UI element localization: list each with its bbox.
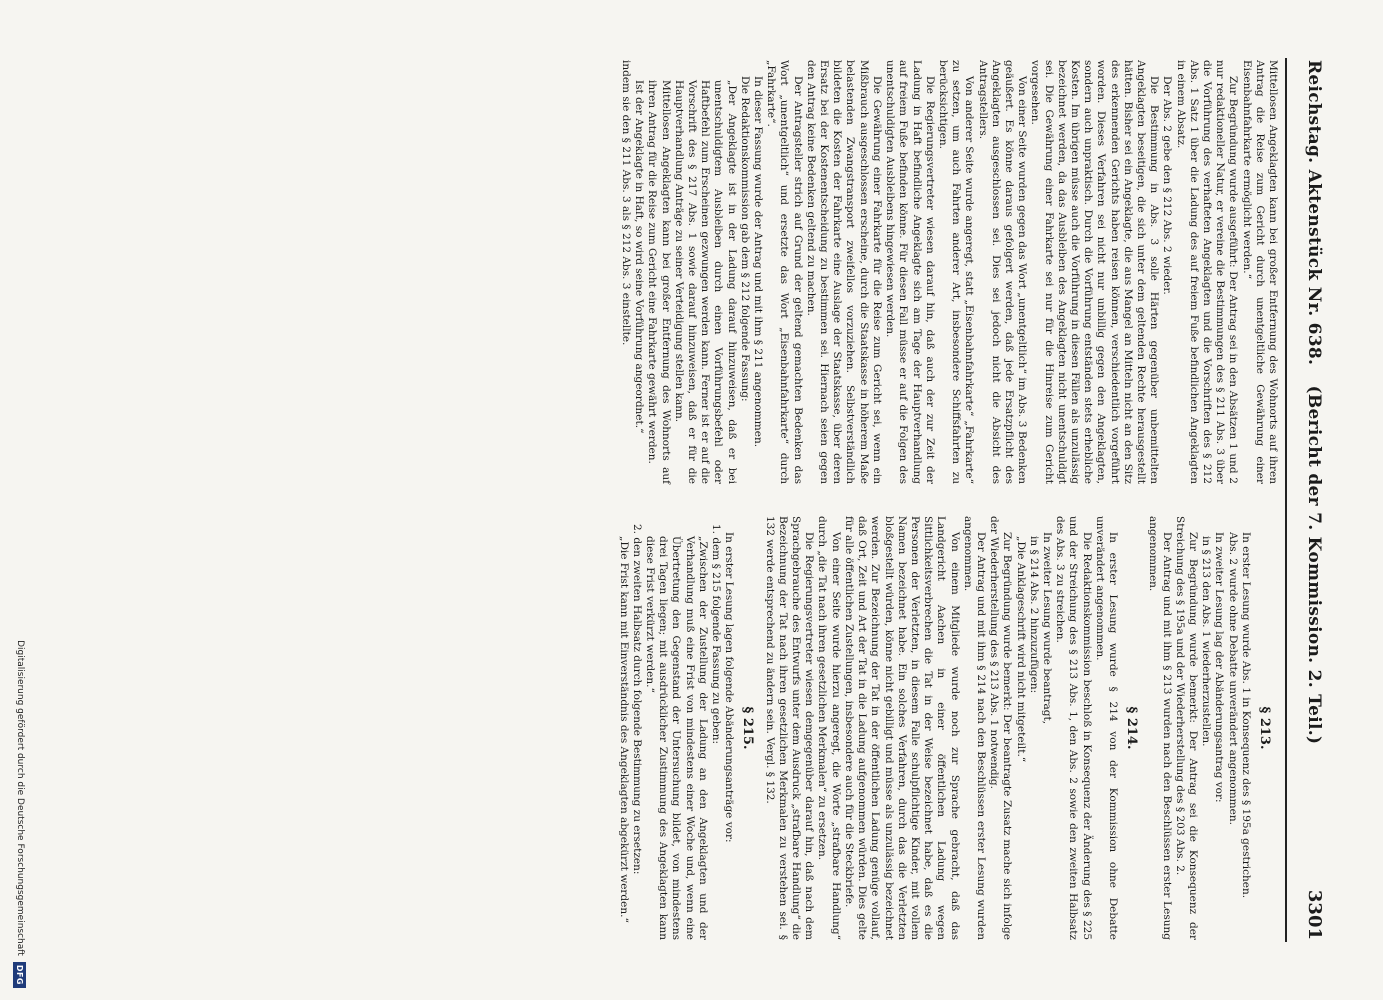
- paragraph: Die Redaktionskommission beschloß in Konsequenz der Änderung des § 225 und der Streichung des § 213 Abs. 1, den Abs. 2 sowie den zweiten Halbsatz des Abs. 3 zu streichen.: [1054, 516, 1093, 940]
- paragraph: Die Gewährung einer Fahrkarte für die Reise zum Gericht sei, wenn ein Mißbrauch ausgeschlossen erscheine, durch die Staatskasse in höherem Maße belastenden Zwangstransport zweifellos vorzuziehen. Selbstverständlich bildeten die Kosten der Fahrkarte eine Auslage der Staatskasse, über deren Ersatz bei der Kostenentscheidung zu bestimmen sei. Hiernach seien gegen den Antrag keine Bedenken geltend zu machen.: [804, 60, 883, 484]
- page-number: 3301: [1304, 889, 1325, 940]
- paragraph: In erster Lesung wurde § 214 von der Kommission ohne Debatte unverändert angenommen.: [1093, 516, 1119, 940]
- paragraph: Die Redaktionskommission gab dem § 212 folgende Fassung:: [738, 76, 751, 402]
- paragraph: Von anderer Seite wurde angeregt, statt „Eisenbahnfahrkarte“ „Fahrkarte“ zu setzen, um auch Fahrten anderer Art, insbesondere Schiffsfahrten zu berücksichtigen.: [936, 60, 976, 484]
- paragraph: Von einer Seite wurden gegen das Wort „unentgeltlich“ im Abs. 3 Bedenken geäußert. Es könne daraus gefolgert werden, daß jede Ersatzpflicht des Angeklagten ausgeschlossen sei. Dies sei jedoch nicht die Absicht des Antragstellers.: [976, 60, 1029, 484]
- quoted-paragraph: „Der Angeklagte ist in der Ladung darauf hinzuweisen, daß er bei unentschuldigtem Ausbleiben durch einen Vorführungsbefehl oder Haftbefehl zum Erscheinen gezwungen werden kann. Ferner ist er auf die Vorschrift des § 217 Abs. 1 sowie darauf hinzuweisen, daß er für die Hauptverhandlung Anträge zu seiner Verteidigung stellen kann.: [672, 80, 738, 484]
- paragraph: Von einer Seite wurde hierzu angeregt, die Worte „strafbare Handlung“ durch „die Tat nach ihren gesetzlichen Merkmalen“ zu ersetzen.: [816, 516, 842, 940]
- paragraph: Mittellosen Angeklagten kann bei großer Entfernung des Wohnorts auf ihren Antrag die Reise zum Gericht durch unentgeltliche Gewährung einer Eisenbahnfahrkarte ermöglicht werden.“: [1240, 60, 1279, 484]
- quoted-paragraph: in § 214 Abs. 2 hinzuzufügen:: [1027, 536, 1040, 694]
- paragraph: Die Bestimmung in Abs. 3 solle Härten gegenüber unbemittelten Angeklagten beseitigen, die sich unter dem geltenden Rechte herausgestellt hätten. Bisher sei ein Angeklagte, die aus Mangel an Mitteln nicht an den Sitz des erkennenden Gerichts haben reisen können, verschiedentlich vorgeführt worden. Dieses Verfahren sei nicht nur unbillig gegen den Angeklagten, sondern auch unpraktisch. Durch die Vorführung entständen stets erhebliche Kosten. Im übrigen müsse auch die Vorführung in diesen Fällen als unzulässig bezeichnet werden, da das Ausbleiben des Angeklagten nicht unentschuldigt sei. Die Gewährung einer Fahrkarte sei nur für die Hinreise zum Gericht vorgesehen.: [1029, 60, 1161, 484]
- list-item: 2. den zweiten Halbsatz durch folgende Bestimmung zu ersetzen:: [630, 524, 643, 875]
- paragraph: Zur Begründung wurde bemerkt: Der Antrag sei die Konsequenz der Streichung des § 195a und der Wiederherstellung des § 203 Abs. 2.: [1173, 516, 1199, 940]
- paragraph: In zweiter Lesung lag der Abänderungsantrag vor:: [1213, 532, 1226, 803]
- page-header: [1291, 60, 1325, 940]
- paragraph: Die Regierungsvertreter wiesen demgegenüber darauf hin, daß nach dem Sprachgebrauche des Entwurfs unter dem Ausdruck „strafbare Handlung“ die Bezeichnung der Tat nach ihren gesetzlichen Merkmalen zu verstehen sei. § 132 werde entsprechend zu ändern sein. Vergl. § 132.: [763, 516, 816, 940]
- list-item: 1. dem § 215 folgende Fassung zu geben:: [710, 524, 723, 745]
- section-heading-214: § 214.: [1124, 706, 1140, 750]
- paragraph: Die Regierungsvertreter wiesen darauf hin, daß auch der zur Zeit der Ladung in Haft befindliche Angeklagte sich am Tage der Hauptverhandlung auf freiem Fuße befinden könne. Für diesen Fall müsse er auf die Folgen des unentschuldigten Ausbleibens hingewiesen werden.: [884, 60, 936, 484]
- paragraph: Zur Begründung wurde ausgeführt: Der Antrag sei in den Absätzen 1 und 2 nur redaktioneller Natur, er vereine die Bestimmungen des § 211 Abs. 3 über die Vorführung des verhafteten Angeklagten und die Vorschriften des § 212 Abs. 1 Satz 1 über die Ladung des auf freiem Fuße befindlichen Angeklagten in einem Absatz.: [1174, 60, 1240, 484]
- quoted-paragraph: „Die Anklageschrift wird nicht mitgeteilt.“: [1014, 536, 1027, 763]
- section-heading-213: § 213.: [1257, 706, 1272, 750]
- digitization-credit: [9, 0, 31, 1000]
- paragraph: In zweiter Lesung wurde beantragt,: [1040, 532, 1053, 725]
- paragraph: Der Antragsteller strich auf Grund der geltend gemachten Bedenken das Wort „unentgeltlich“ und ersetzte das Wort „Eisenbahnfahrkarte“ durch „Fahrkarte“.: [765, 60, 804, 484]
- text-columns: [40, 60, 1279, 940]
- paragraph: Der Antrag und mit ihm § 214 nach den Beschlüssen erster Lesung wurden angenommen.: [961, 516, 987, 940]
- digitization-credit-text: Digitalisierung gefördert durch die Deutsche Forschungsgemeinschaft: [15, 640, 25, 956]
- quoted-paragraph: „Zwischen der Zustellung der Ladung an den Angeklagten und der Verhandlung muß eine Frist von mindestens einer Woche und, wenn eine Übertretung den Gegenstand der Untersuchung bildet, von mindestens drei Tagen liegen; mit ausdrücklicher Zustimmung des Angeklagten kann diese Frist verkürzt werden.“: [644, 536, 709, 940]
- paragraph: Abs. 2 wurde ohne Debatte unverändert angenommen.: [1226, 532, 1239, 825]
- paragraph: Zur Begründung wurde bemerkt: Der beantragte Zusatz mache sich infolge der Wiederherstellung des § 213 Abs. 1 notwendig.: [988, 516, 1014, 940]
- dfg-logo: DFG: [14, 962, 27, 988]
- left-column: [40, 60, 1279, 484]
- quoted-paragraph: Mittellosen Angeklagten kann bei großer Entfernung des Wohnorts auf ihren Antrag für die Reise zum Gericht eine Fahrkarte gewährt werden.: [646, 80, 672, 484]
- paragraph: Der Abs. 2 gebe den § 212 Abs. 2 wieder.: [1161, 76, 1174, 295]
- quoted-paragraph: Ist der Angeklagte in Haft, so wird seine Vorführung angeordnet.“: [633, 80, 646, 434]
- paragraph: In erster Lesung wurde Abs. 1 in Konsequenz des § 195a gestrichen.: [1239, 532, 1252, 899]
- quoted-paragraph: „Die Frist kann mit Einverständnis des Angeklagten abgekürzt werden.“: [617, 536, 630, 923]
- paragraph: indem sie den § 211 Abs. 3 als § 212 Abs. 3 einstellte.: [620, 60, 633, 346]
- header-rule: [1285, 58, 1287, 942]
- paragraph: In dieser Fassung wurde der Antrag und mit ihm § 211 angenommen.: [752, 76, 765, 448]
- paragraph: In erster Lesung lagen folgende Abänderungsanträge vor:: [723, 532, 736, 843]
- header-left-title: Reichstag. Aktenstück Nr. 638.: [1304, 60, 1324, 366]
- right-column: [40, 516, 1279, 940]
- quoted-paragraph: in § 213 den Abs. 1 wiederherzustellen.: [1200, 536, 1213, 747]
- section-heading-215: § 215.: [740, 706, 756, 750]
- paragraph: Der Antrag und mit ihm § 213 wurden nach den Beschlüssen erster Lesung angenommen.: [1147, 516, 1173, 940]
- paragraph: Von einem Mitgliede wurde noch zur Sprache gebracht, daß das Landgericht Aachen in einer öffentlichen Ladung wegen Sittlichkeitsverbrechen die Tat in der Weise bezeichnet habe, daß es die Personen der Verletzten, in diesem Falle schulpflichtige Kinder, mit vollem Namen bezeichnet habe. Ein solches Verfahren, durch das die Verletzten bloßgestellt würden, könne nicht gebilligt und müsse als unzulässig bezeichnet werden. Zur Bezeichnung der Tat in der öffentlichen Ladung genüge vollauf, daß Ort, Zeit und Art der Tat in die Ladung aufgenommen würden. Dies gelte für alle öffentlichen Zustellungen, insbesondere auch für die Steckbriefe.: [842, 516, 961, 940]
- header-report-title: (Bericht der 7. Kommission. 2. Teil.): [1304, 385, 1324, 745]
